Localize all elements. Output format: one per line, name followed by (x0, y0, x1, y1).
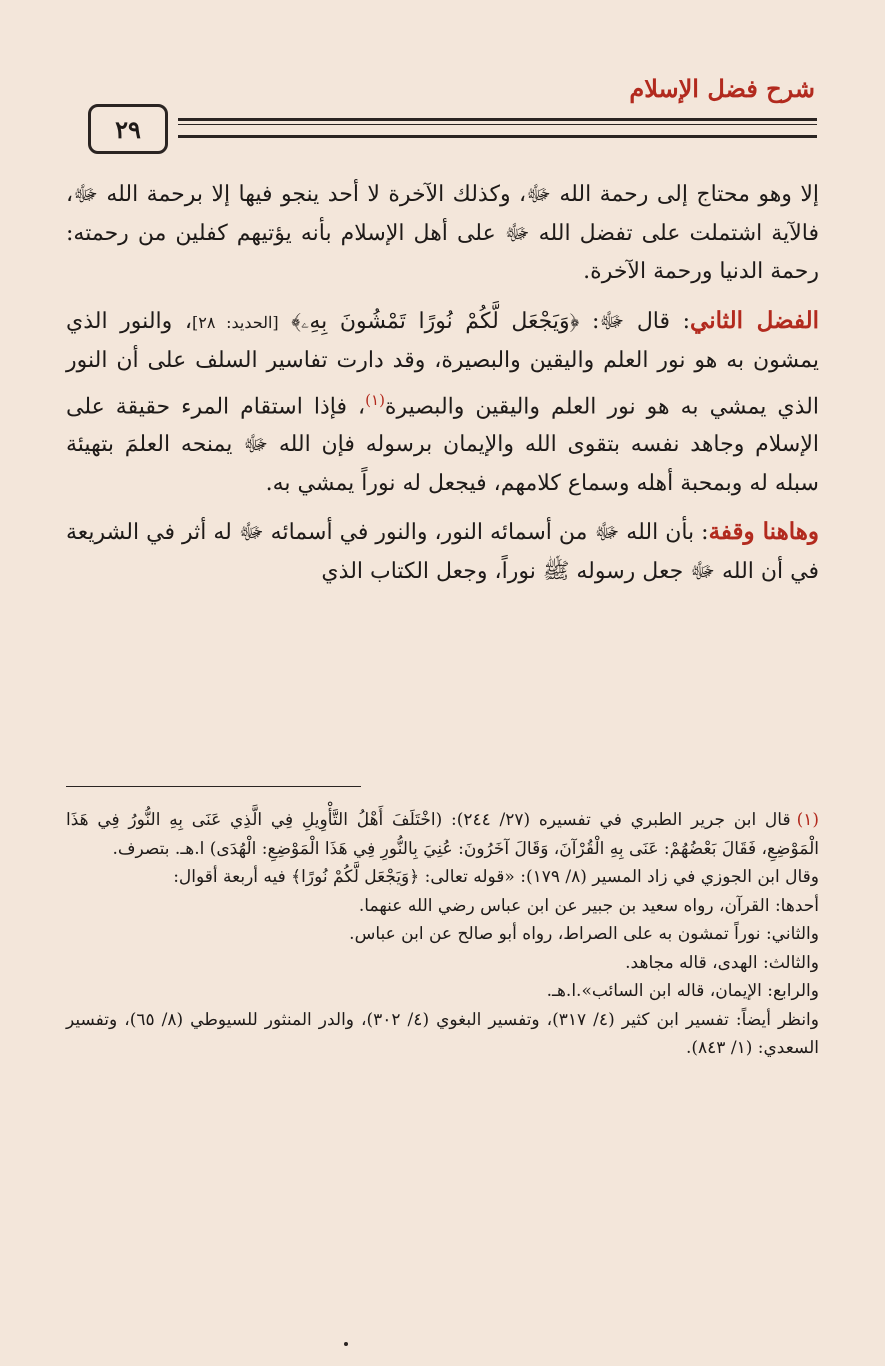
running-title: شرح فضل الإسلام (629, 74, 815, 103)
footnote-marker: (١) (365, 390, 385, 409)
section-heading-second-virtue: الفضل الثاني (690, 306, 819, 334)
footnote-1-text: قال ابن جرير الطبري في تفسيره (٢٧/ ٢٤٤): (اخْتَلَفَ أَهْلُ التَّأْوِيلِ فِي الَّذِي عَنَى بِهِ النُّورُ فِي هَذَا الْمَوْضِعِ، فَقَالَ بَعْضُهُمْ: عَنَى بِهِ الْقُرْآنَ، وَقَالَ آخَرُونَ: عُنِيَ بِالنُّورِ فِي هَذَا الْمَوْضِعِ: الْهُدَى) ا.هـ. بتصرف. (66, 810, 819, 859)
paragraph-2-text-c: ، فإذا استقام المرء حقيقة على الإسلام وجاهد نفسه بتقوى الله والإيمان برسوله فإن الله ﷻ يمنحه العلمَ بتهيئة سبله له وبمحبة أهله وسماع كلامهم، فيجعل له نوراً يمشي به. (66, 393, 819, 496)
footnote-number: (١) (796, 810, 819, 830)
footnote-line-6: والرابع: الإيمان، قاله ابن السائب».ا.هـ. (546, 981, 819, 1001)
quran-reference: [الحديد: ٢٨] (191, 312, 279, 332)
footnote-1 (66, 806, 819, 863)
footnotes (66, 806, 819, 1063)
paragraph-2 (66, 302, 819, 504)
footnote-line-5: والثالث: الهدى، قاله مجاهد. (625, 952, 819, 973)
paragraph-3 (66, 513, 819, 591)
paragraph-2-text-b: ، والنور الذي يمشون به هو نور العلم واليقين والبصيرة، وقد دارت تفاسير السلف على أن النور الذي يمشي به هو نور العلم واليقين والبصيرة (66, 308, 820, 419)
section-heading-pause: وهاهنا وقفة (708, 518, 819, 546)
header-rule (178, 118, 817, 138)
footnote-line-4: والثاني: نوراً تمشون به على الصراط، رواه أبو صالح عن ابن عباس. (349, 924, 819, 944)
bottom-dot (344, 1342, 348, 1346)
paragraph-2-text-a: : قال ﷻ: ﴿وَيَجْعَل لَّكُمْ نُورًا تَمْشُونَ بِهِۦ﴾ (291, 308, 691, 334)
footnote-separator (66, 786, 361, 787)
footnote-line-2: وقال ابن الجوزي في زاد المسير (٨/ ١٧٩): «قوله تعالى: ﴿وَيَجْعَل لَّكُمْ نُورًا﴾ فيه أربعة أقوال: (173, 867, 819, 887)
footnote-line-7: وانظر أيضاً: تفسير ابن كثير (٤/ ٣١٧)، وتفسير البغوي (٤/ ٣٠٢)، والدر المنثور للسيوطي (٨/ ٦٥)، وتفسير السعدي: (١/ ٨٤٣). (66, 1009, 819, 1058)
paragraph-3-text: : بأن الله ﷻ من أسمائه النور، والنور في أسمائه ﷻ له أثر في الشريعة في أن الله ﷻ جعل رسوله ﷺ نوراً، وجعل الكتاب الذي (66, 520, 819, 584)
page-number: ٢٩ (88, 104, 168, 154)
footnote-line-3: أحدها: القرآن، رواه سعيد بن جبير عن ابن عباس رضي الله عنهما. (358, 895, 819, 916)
paragraph-1: إلا وهو محتاج إلى رحمة الله ﷻ، وكذلك الآخرة لا أحد ينجو فيها إلا برحمة الله ﷻ، فالآية اشتملت على تفضل الله ﷻ على أهل الإسلام بأنه يؤتيهم كفلين من رحمته: رحمة الدنيا ورحمة الآخرة. (66, 182, 819, 284)
main-text (66, 176, 819, 591)
